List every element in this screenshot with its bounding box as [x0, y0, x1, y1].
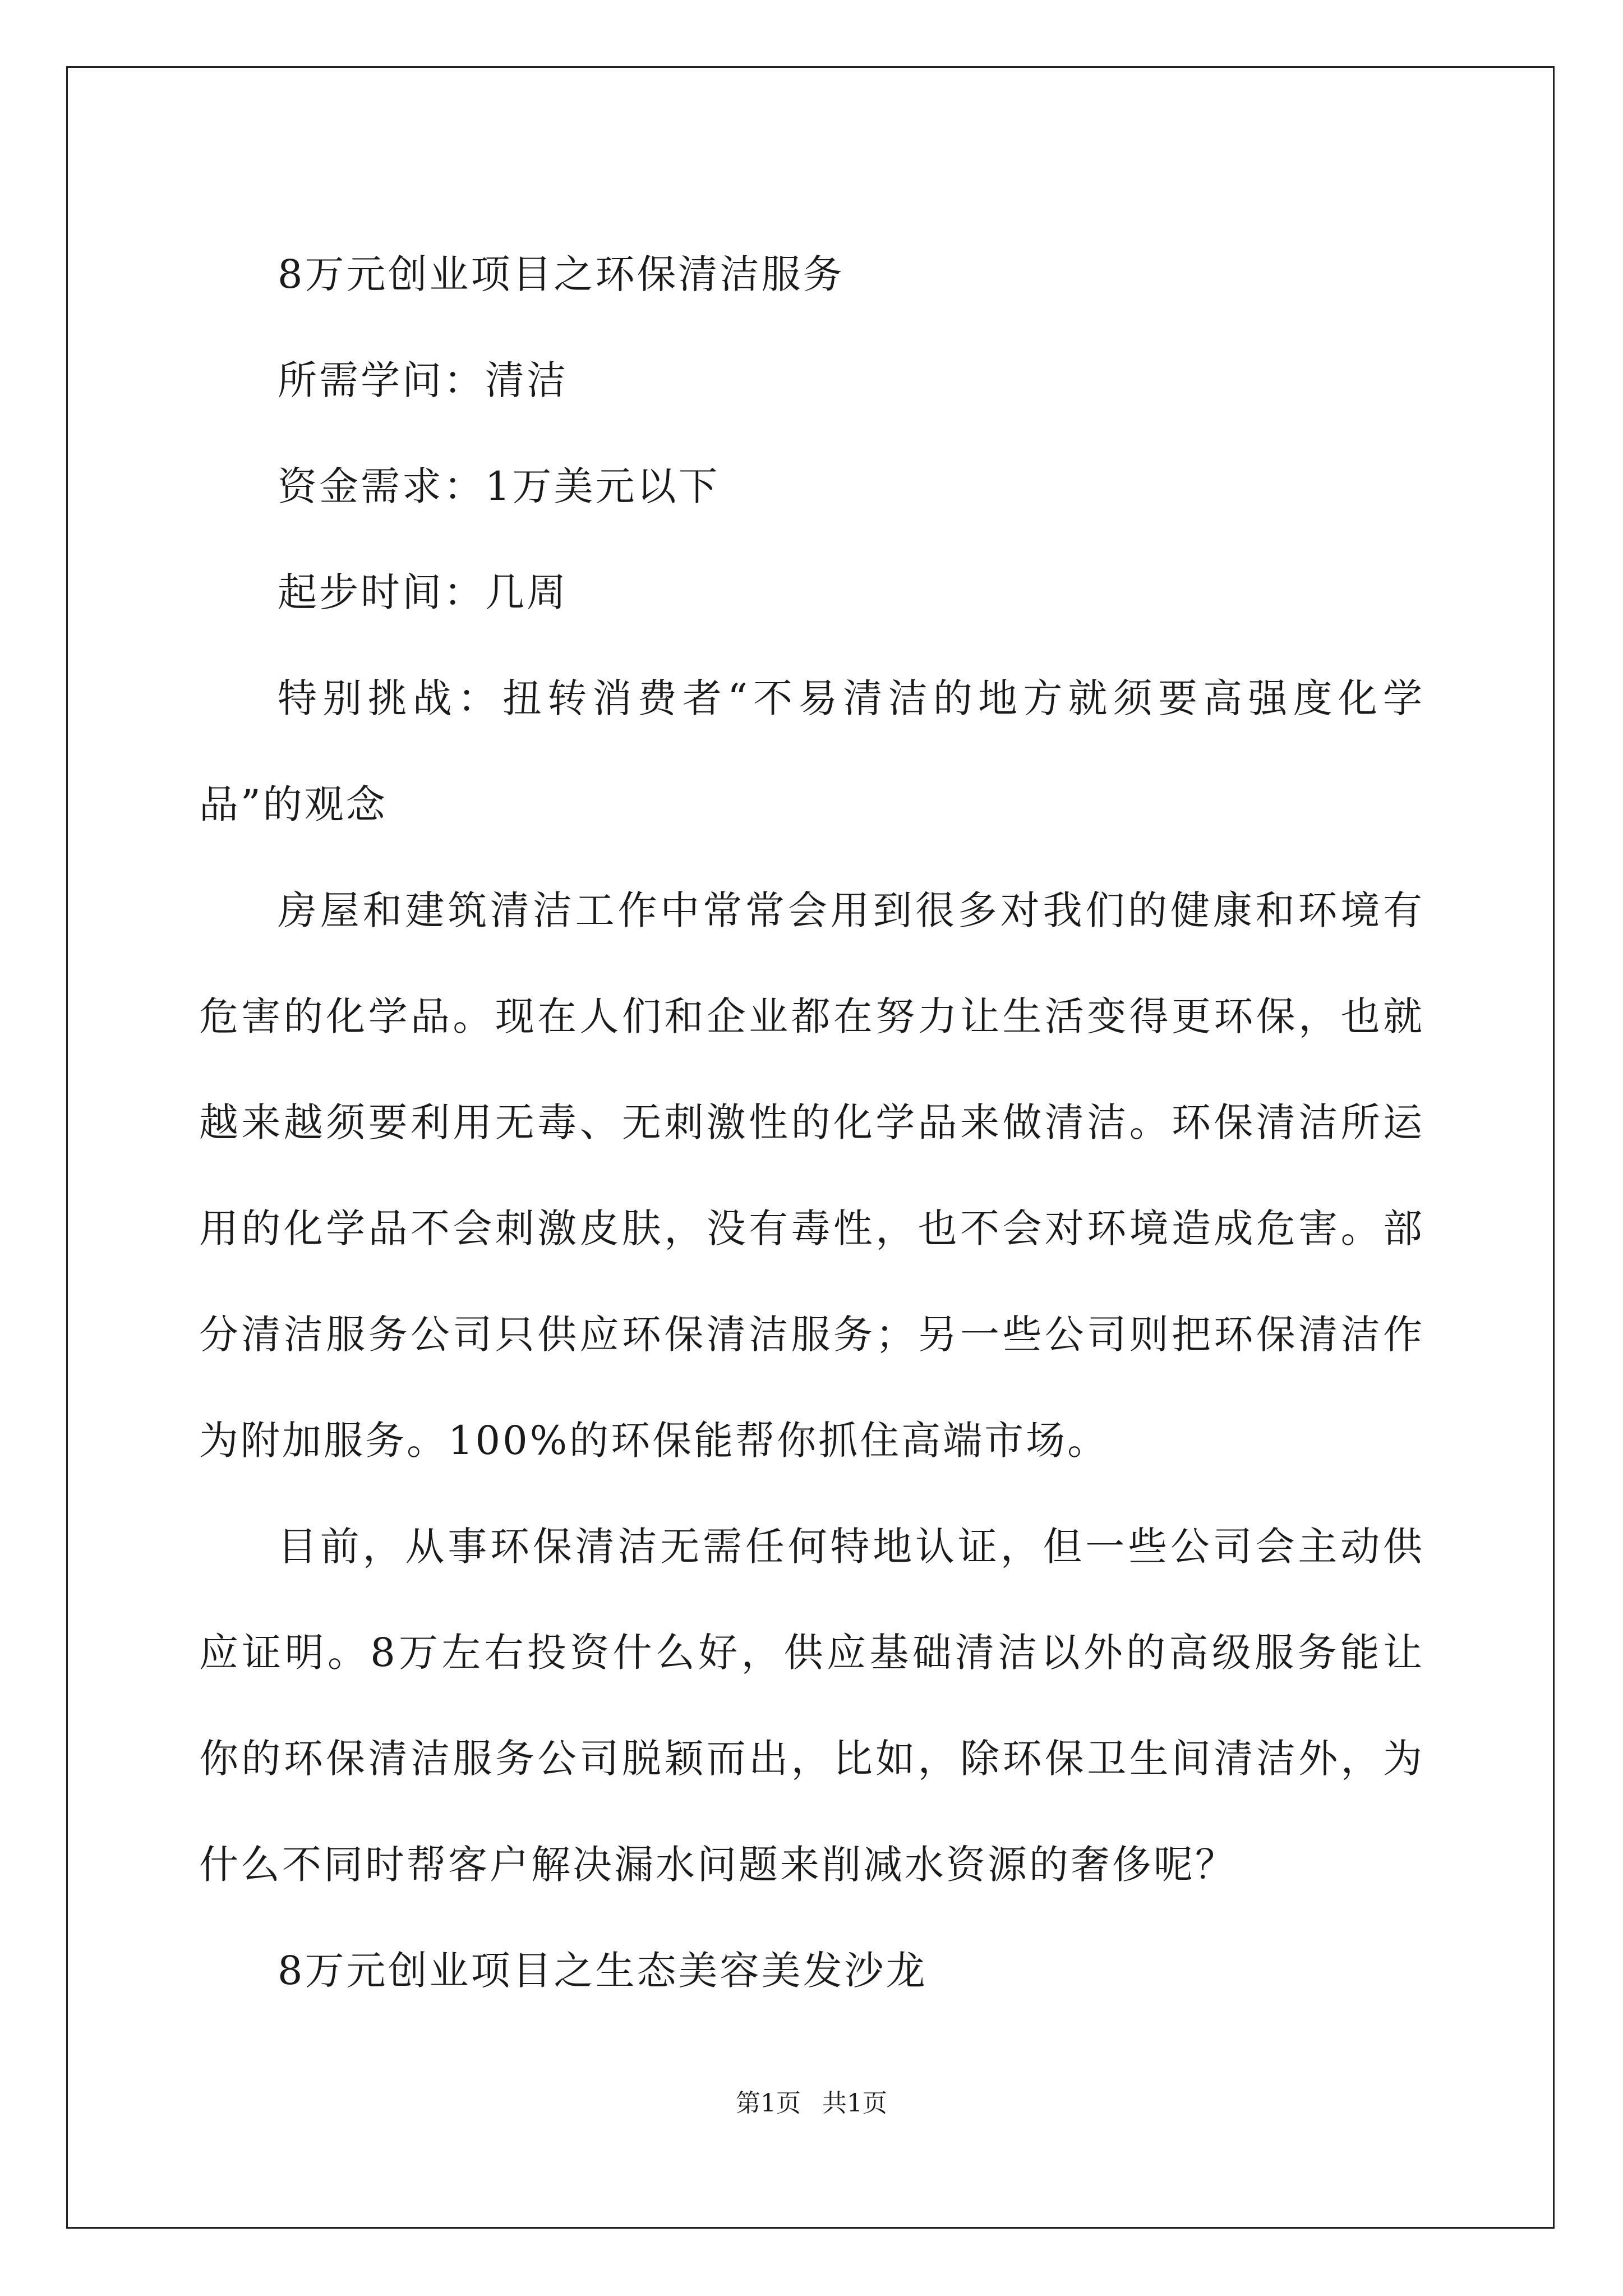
page-footer: [0, 2087, 1623, 2120]
funding-requirement: 资金需求：1万美元以下: [278, 463, 720, 509]
special-challenge: 特别挑战：扭转消费者“不易清洁的地方就须要高强度化学品”的观念: [199, 675, 1424, 827]
page-total: 共1页: [822, 2089, 887, 2118]
body-paragraph-1: 房屋和建筑清洁工作中常常会用到很多对我们的健康和环境有危害的化学品。现在人们和企业都在努力让生活变得更环保，也就越来越须要利用无毒、无刺激性的化学品来做清洁。环保清洁所运用的化学品不会刺激皮肤，没有毒性，也不会对环境造成危害。部分清洁服务公司只供应环保清洁服务；另一些公司则把环保清洁作为附加服务。100%的环保能帮你抓住高端市场。: [199, 887, 1424, 1464]
section-title-cleaning: 8万元创业项目之环保清洁服务: [278, 251, 845, 297]
startup-time: 起步时间：几周: [278, 569, 568, 615]
page-number: 第1页: [736, 2089, 801, 2118]
body-paragraph-2: 目前，从事环保清洁无需任何特地认证，但一些公司会主动供应证明。8万左右投资什么好，供应基础清洁以外的高级服务能让你的环保清洁服务公司脱颖而出，比如，除环保卫生间清洁外，为什么不同时帮客户解决漏水问题来削减水资源的奢侈呢？: [199, 1524, 1424, 1888]
required-knowledge: 所需学问：清洁: [278, 357, 568, 403]
document-body: [199, 222, 1424, 2024]
section-title-salon: 8万元创业项目之生态美容美发沙龙: [278, 1948, 928, 1994]
